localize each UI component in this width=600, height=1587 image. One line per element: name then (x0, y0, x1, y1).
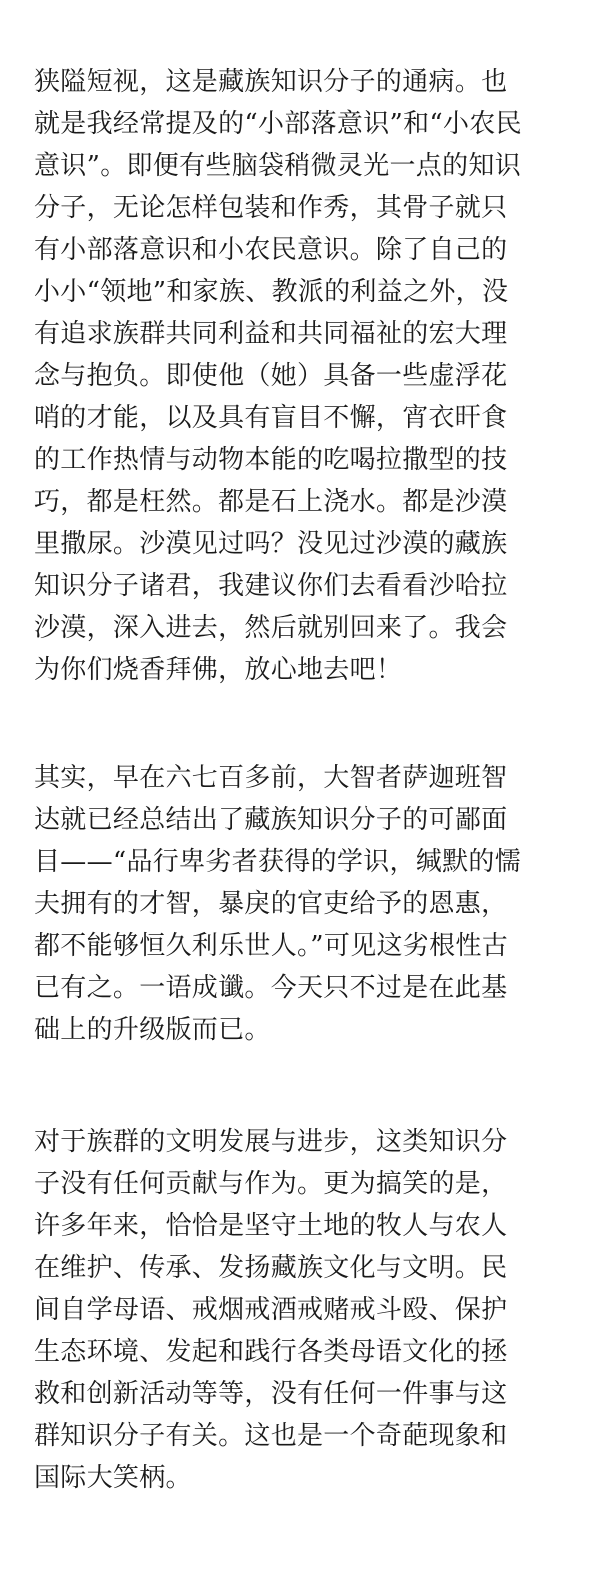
text-line: 国际大笑柄。 (34, 1463, 192, 1493)
text-line: 小小“领地”和家族、教派的利益之外，没 (34, 277, 509, 307)
text-line: 夫拥有的才智，暴戾的官吏给予的恩惠， (34, 889, 508, 919)
text-line: 子没有任何贡献与作为。更为搞笑的是， (34, 1169, 508, 1199)
text-line: 础上的升级版而已。 (34, 1015, 271, 1045)
text-line: 其实，早在六七百多前，大智者萨迦班智 (34, 763, 508, 793)
text-line: 念与抱负。即使他（她）具备一些虚浮花 (34, 361, 508, 391)
text-line: 救和创新活动等等，没有任何一件事与这 (34, 1379, 508, 1409)
text-line: 目——“品行卑劣者获得的学识，缄默的懦 (34, 847, 521, 877)
text-line: 已有之。一语成谶。今天只不过是在此基 (34, 973, 508, 1003)
text-line: 生态环境、发起和践行各类母语文化的拯 (34, 1337, 508, 1367)
text-line: 有小部落意识和小农民意识。除了自己的 (34, 235, 508, 265)
text-line: 沙漠，深入进去，然后就别回来了。我会 (34, 613, 508, 643)
paragraph-1 (34, 61, 574, 691)
text-line: 达就已经总结出了藏族知识分子的可鄙面 (34, 805, 508, 835)
text-line: 为你们烧香拜佛，放心地去吧！ (34, 655, 403, 685)
paragraph-3 (34, 1121, 574, 1499)
text-line: 狭隘短视，这是藏族知识分子的通病。也 (34, 67, 508, 97)
text-line: 的工作热情与动物本能的吃喝拉撒型的技 (34, 445, 508, 475)
text-line: 群知识分子有关。这也是一个奇葩现象和 (34, 1421, 508, 1451)
text-line: 里撒尿。沙漠见过吗？没见过沙漠的藏族 (34, 529, 508, 559)
text-line: 意识”。即便有些脑袋稍微灵光一点的知识 (34, 151, 521, 181)
text-line: 都不能够恒久利乐世人。”可见这劣根性古 (34, 931, 508, 961)
text-line: 分子，无论怎样包装和作秀，其骨子就只 (34, 193, 508, 223)
text-line: 许多年来，恰恰是坚守土地的牧人与农人 (34, 1211, 508, 1241)
text-line: 就是我经常提及的“小部落意识”和“小农民 (34, 109, 522, 139)
text-line: 在维护、传承、发扬藏族文化与文明。民 (34, 1253, 508, 1283)
paragraph-2 (34, 757, 574, 1051)
text-line: 巧，都是枉然。都是石上浇水。都是沙漠 (34, 487, 508, 517)
text-line: 哨的才能，以及具有盲目不懈，宵衣旰食 (34, 403, 508, 433)
text-line: 间自学母语、戒烟戒酒戒赌戒斗殴、保护 (34, 1295, 508, 1325)
text-line: 对于族群的文明发展与进步，这类知识分 (34, 1127, 508, 1157)
text-line: 知识分子诸君，我建议你们去看看沙哈拉 (34, 571, 508, 601)
text-line: 有追求族群共同利益和共同福祉的宏大理 (34, 319, 508, 349)
